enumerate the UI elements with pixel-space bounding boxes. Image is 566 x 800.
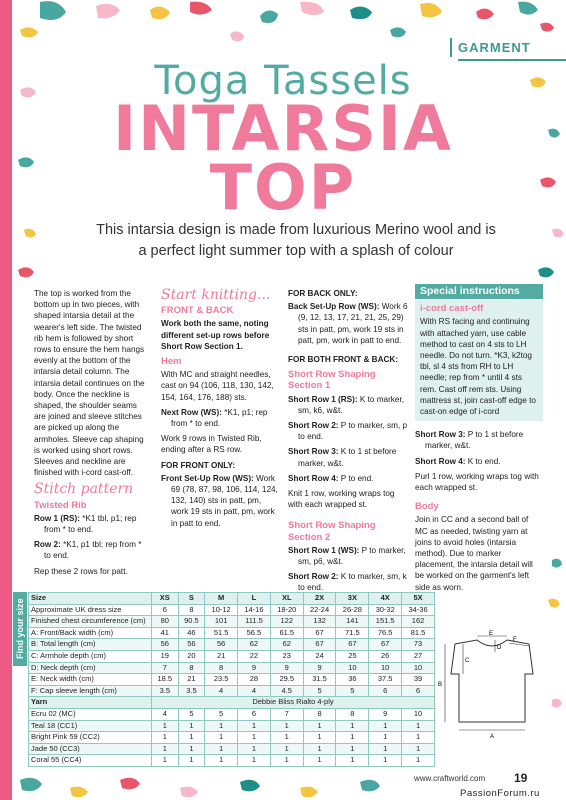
table-cell: 1 bbox=[238, 720, 271, 732]
table-row bbox=[29, 708, 435, 720]
table-cell: 6 bbox=[369, 685, 402, 697]
table-row bbox=[29, 604, 435, 616]
table-cell: 1 bbox=[152, 720, 179, 732]
table-cell: 34-36 bbox=[402, 604, 435, 616]
table-cell: 111.5 bbox=[238, 616, 271, 628]
table-cell: 67 bbox=[369, 639, 402, 651]
table-cell: 56 bbox=[205, 639, 238, 651]
row-label-cell: E: Neck width (cm) bbox=[29, 674, 152, 686]
table-cell: 6 bbox=[238, 708, 271, 720]
table-cell: 4 bbox=[152, 708, 179, 720]
table-cell: 4X bbox=[369, 593, 402, 605]
table-cell: 25 bbox=[336, 650, 369, 662]
yarn-name-cell: Debbie Bliss Rialto 4-ply bbox=[152, 697, 435, 709]
table-cell: 67 bbox=[303, 639, 336, 651]
table-cell: 1 bbox=[303, 720, 336, 732]
table-cell: 28 bbox=[238, 674, 271, 686]
table-cell: 56 bbox=[152, 639, 179, 651]
table-row bbox=[29, 662, 435, 674]
row-label-cell: C: Armhole depth (cm) bbox=[29, 650, 152, 662]
col4-short-row-4: Short Row 4: K to end. bbox=[415, 456, 501, 466]
row-2-instruction: Row 2: *K1, p1 tbl; rep from * to end. bbox=[34, 540, 142, 561]
table-row bbox=[29, 616, 435, 628]
row-label-cell: Finished chest circumference (cm) bbox=[29, 616, 152, 628]
table-cell: 1 bbox=[152, 732, 179, 744]
table-row bbox=[29, 685, 435, 697]
table-cell: 1 bbox=[369, 743, 402, 755]
table-row bbox=[29, 755, 435, 767]
table-cell: 5X bbox=[402, 593, 435, 605]
table-cell: 8 bbox=[178, 662, 205, 674]
table-cell: 67 bbox=[336, 639, 369, 651]
table-cell: 8 bbox=[336, 708, 369, 720]
table-cell: 41 bbox=[152, 627, 179, 639]
body-text: Join in CC and a second ball of MC as needed, twisting yarn at joins to avoid holes (intarsia method). Due to marker placement, the intarsia detail will be worked on the garment's left side as worn. bbox=[415, 515, 533, 592]
table-cell: 3.5 bbox=[152, 685, 179, 697]
row-label-cell: Size bbox=[29, 593, 152, 605]
table-cell: 26 bbox=[369, 650, 402, 662]
table-cell: 9 bbox=[238, 662, 271, 674]
table-cell: 1 bbox=[303, 732, 336, 744]
table-cell: 1 bbox=[336, 743, 369, 755]
table-cell: 1 bbox=[369, 720, 402, 732]
column-3 bbox=[288, 288, 408, 598]
table-cell: 36 bbox=[336, 674, 369, 686]
table-cell: 46 bbox=[178, 627, 205, 639]
table-cell: 81.5 bbox=[402, 627, 435, 639]
table-cell: 73 bbox=[402, 639, 435, 651]
section-tag: GARMENT bbox=[450, 38, 566, 57]
icord-heading: i-cord cast-off bbox=[420, 303, 484, 315]
table-cell: 18-20 bbox=[270, 604, 303, 616]
special-instructions-box bbox=[415, 300, 543, 421]
table-cell: 141 bbox=[336, 616, 369, 628]
table-cell: 8 bbox=[178, 604, 205, 616]
table-cell: 18.5 bbox=[152, 674, 179, 686]
table-cell: 27 bbox=[402, 650, 435, 662]
table-row bbox=[29, 674, 435, 686]
row-label-cell: F: Cap sleeve length (cm) bbox=[29, 685, 152, 697]
yarn-header-row bbox=[29, 697, 435, 709]
table-cell: 37.5 bbox=[369, 674, 402, 686]
table-cell: 1 bbox=[303, 755, 336, 767]
table-cell: 90.5 bbox=[178, 616, 205, 628]
table-cell: 1 bbox=[205, 720, 238, 732]
overview-text: The top is worked from the bottom up in two pieces, with shaped intarsia detail at the wearer's left side. The twisted rib hem is followed by short rows to ensure the hem hangs evenly at the bottom of the intarsia detail column. The intarsia detail continues on the body. Once the neckline is shaped, the shoulder seams are joined and sleeve stitches are picked up along the armholes. Sleeve cap shaping is worked using short rows. Sleeves and neckline are finished with i-cord cast-off. bbox=[34, 289, 145, 478]
row-label-cell: Teal 18 (CC1) bbox=[29, 720, 152, 732]
table-cell: 24 bbox=[303, 650, 336, 662]
table-cell: 1 bbox=[238, 755, 271, 767]
table-cell: 10 bbox=[402, 662, 435, 674]
column-2 bbox=[161, 288, 280, 533]
table-cell: 67 bbox=[303, 627, 336, 639]
table-cell: 20 bbox=[178, 650, 205, 662]
table-cell: 1 bbox=[303, 743, 336, 755]
table-cell: XS bbox=[152, 593, 179, 605]
back-setup-row: Back Set-Up Row (WS): Work 6 (9, 12, 13, 17, 21, 21, 25, 29) sts in patt, pm, work 19 sts in patt, pm, work in patt to end. bbox=[288, 302, 408, 345]
table-cell: 1 bbox=[402, 732, 435, 744]
icord-text: With RS facing and continuing with attached yarn, use cable method to cast on 4 sts to LH needle. Do not turn. *K3, k2tog tbl, sl 4 sts from RH to LH needle; rep from * until 4 sts rem. Cast off rem sts. Using mattress st, join cast-off edge to cast-on edge of i-cord bbox=[420, 317, 536, 417]
table-row bbox=[29, 593, 435, 605]
table-cell: 4.5 bbox=[270, 685, 303, 697]
front-only-heading: FOR FRONT ONLY: bbox=[161, 460, 236, 470]
section-2-short-row-2: Short Row 2: K to marker, sm, k to end. bbox=[288, 572, 407, 593]
table-cell: 10 bbox=[402, 708, 435, 720]
stitch-pattern-heading: Stitch pattern bbox=[34, 481, 134, 498]
hem-text: With MC and straight needles, cast on 94 (106, 118, 130, 142, 154, 164, 176, 188) sts. bbox=[161, 370, 274, 402]
table-cell: 1 bbox=[402, 755, 435, 767]
diagram-label-a: A bbox=[490, 734, 495, 740]
section-2-short-row-1: Short Row 1 (WS): P to marker, sm, p6, w&t. bbox=[288, 545, 406, 567]
table-cell: 5 bbox=[336, 685, 369, 697]
next-row-instruction: Next Row (WS): *K1, p1; rep from * to end. bbox=[161, 407, 268, 429]
table-row bbox=[29, 639, 435, 651]
garment-schematic-diagram bbox=[437, 630, 547, 740]
table-cell: 26-28 bbox=[336, 604, 369, 616]
table-cell: XL bbox=[270, 593, 303, 605]
row-label-cell: Ecru 02 (MC) bbox=[29, 708, 152, 720]
twisted-rib-heading: Twisted Rib bbox=[34, 499, 87, 511]
table-cell: 5 bbox=[205, 708, 238, 720]
table-cell: 1 bbox=[178, 755, 205, 767]
short-row-4: Short Row 4: P to end. bbox=[288, 473, 374, 483]
table-cell: 7 bbox=[152, 662, 179, 674]
knit-1-row-text: Knit 1 row, working wraps tog with each wrapped st. bbox=[288, 489, 395, 510]
table-cell: 56.5 bbox=[238, 627, 271, 639]
table-cell: 21 bbox=[178, 674, 205, 686]
table-cell: 1 bbox=[270, 720, 303, 732]
work-9-rows-text: Work 9 rows in Twisted Rib, ending after a RS row. bbox=[161, 434, 262, 455]
table-row bbox=[29, 720, 435, 732]
table-cell: 71.5 bbox=[336, 627, 369, 639]
short-row-2: Short Row 2: P to marker, sm, p to end. bbox=[288, 421, 408, 442]
table-cell: 62 bbox=[270, 639, 303, 651]
diagram-label-b: B bbox=[438, 682, 443, 688]
table-cell: 62 bbox=[238, 639, 271, 651]
table-cell: 1 bbox=[369, 755, 402, 767]
table-cell: 1 bbox=[205, 743, 238, 755]
find-your-size-label: Find your size bbox=[13, 592, 27, 666]
table-cell: S bbox=[178, 593, 205, 605]
both-front-back-heading: FOR BOTH FRONT & BACK: bbox=[288, 355, 399, 365]
table-cell: 10-12 bbox=[205, 604, 238, 616]
table-cell: 3.5 bbox=[178, 685, 205, 697]
size-table-body bbox=[29, 593, 435, 767]
table-cell: 162 bbox=[402, 616, 435, 628]
yarn-label-cell: Yarn bbox=[29, 697, 152, 709]
table-cell: 151.5 bbox=[369, 616, 402, 628]
table-cell: 6 bbox=[402, 685, 435, 697]
row-label-cell: Coral 55 (CC4) bbox=[29, 755, 152, 767]
back-only-heading: FOR BACK ONLY: bbox=[288, 289, 358, 298]
table-cell: M bbox=[205, 593, 238, 605]
table-cell: 31.5 bbox=[303, 674, 336, 686]
table-cell: 1 bbox=[238, 732, 271, 744]
table-cell: 1 bbox=[369, 732, 402, 744]
row-label-cell: Bright Pink 59 (CC2) bbox=[29, 732, 152, 744]
column-4 bbox=[415, 284, 543, 597]
table-row bbox=[29, 732, 435, 744]
row-label-cell: B: Total length (cm) bbox=[29, 639, 152, 651]
table-cell: 9 bbox=[303, 662, 336, 674]
table-cell: 1 bbox=[178, 743, 205, 755]
table-row bbox=[29, 627, 435, 639]
table-cell: 1 bbox=[205, 732, 238, 744]
table-row bbox=[29, 650, 435, 662]
row-label-cell: Jade 50 (CC3) bbox=[29, 743, 152, 755]
table-cell: L bbox=[238, 593, 271, 605]
table-cell: 1 bbox=[270, 732, 303, 744]
table-cell: 1 bbox=[178, 720, 205, 732]
table-cell: 1 bbox=[336, 720, 369, 732]
table-cell: 8 bbox=[303, 708, 336, 720]
row-label-cell: D: Neck depth (cm) bbox=[29, 662, 152, 674]
table-cell: 4 bbox=[205, 685, 238, 697]
diagram-label-c: C bbox=[465, 658, 470, 664]
diagram-label-f: F bbox=[513, 637, 517, 643]
table-cell: 5 bbox=[303, 685, 336, 697]
table-cell: 1 bbox=[152, 743, 179, 755]
title-line-2: INTARSIA bbox=[113, 92, 453, 165]
table-cell: 1 bbox=[238, 743, 271, 755]
row-label-cell: Approximate UK dress size bbox=[29, 604, 152, 616]
short-row-3: Short Row 3: K to 1 st before marker, w&t. bbox=[288, 447, 397, 468]
table-cell: 1 bbox=[270, 755, 303, 767]
table-cell: 9 bbox=[369, 708, 402, 720]
size-table bbox=[28, 592, 435, 767]
table-cell: 1 bbox=[336, 755, 369, 767]
table-cell: 23.5 bbox=[205, 674, 238, 686]
table-cell: 3X bbox=[336, 593, 369, 605]
table-cell: 1 bbox=[152, 755, 179, 767]
table-cell: 21 bbox=[205, 650, 238, 662]
table-cell: 22-24 bbox=[303, 604, 336, 616]
table-cell: 61.5 bbox=[270, 627, 303, 639]
table-cell: 1 bbox=[178, 732, 205, 744]
diagram-label-e: E bbox=[489, 631, 494, 637]
purl-1-row-text: Purl 1 row, working wraps tog with each wrapped st. bbox=[415, 471, 539, 493]
table-cell: 132 bbox=[303, 616, 336, 628]
short-row-section-1-heading: Short Row Shaping Section 1 bbox=[288, 369, 376, 392]
row-label-cell: A: Front/Back width (cm) bbox=[29, 627, 152, 639]
start-knitting-heading: Start knitting... bbox=[161, 287, 271, 303]
table-cell: 6 bbox=[152, 604, 179, 616]
page-number: 19 bbox=[514, 771, 528, 785]
short-row-1: Short Row 1 (RS): K to marker, sm, k6, w&t. bbox=[288, 394, 405, 415]
table-cell: 8 bbox=[205, 662, 238, 674]
table-cell: 76.5 bbox=[369, 627, 402, 639]
table-cell: 19 bbox=[152, 650, 179, 662]
table-cell: 10 bbox=[336, 662, 369, 674]
hem-heading: Hem bbox=[161, 356, 182, 368]
table-cell: 30-32 bbox=[369, 604, 402, 616]
diagram-label-d: D bbox=[497, 645, 502, 651]
watermark-text: PassionForum.ru bbox=[460, 788, 540, 799]
intro-text: This intarsia design is made from luxurious Merino wool and is a perfect light summer top with a splash of colour bbox=[96, 222, 496, 259]
footer-site: www.craftworld.com bbox=[414, 774, 486, 783]
table-cell: 101 bbox=[205, 616, 238, 628]
front-back-heading: FRONT & BACK bbox=[161, 305, 234, 317]
table-cell: 1 bbox=[205, 755, 238, 767]
table-cell: 9 bbox=[270, 662, 303, 674]
title-line-3: TOP bbox=[209, 151, 357, 224]
title-line-1: Toga Tassels bbox=[154, 58, 412, 104]
table-cell: 2X bbox=[303, 593, 336, 605]
table-cell: 51.5 bbox=[205, 627, 238, 639]
table-cell: 1 bbox=[402, 720, 435, 732]
table-cell: 10 bbox=[369, 662, 402, 674]
table-cell: 5 bbox=[178, 708, 205, 720]
table-cell: 1 bbox=[402, 743, 435, 755]
table-cell: 29.5 bbox=[270, 674, 303, 686]
table-cell: 14-16 bbox=[238, 604, 271, 616]
front-back-text: Work both the same, noting different set-up rows before Short Row Section 1. bbox=[161, 319, 270, 351]
table-cell: 122 bbox=[270, 616, 303, 628]
row-1-instruction: Row 1 (RS): *K1 tbl, p1; rep from * to end. bbox=[34, 513, 137, 535]
table-cell: 39 bbox=[402, 674, 435, 686]
table-row bbox=[29, 743, 435, 755]
front-setup-row: Front Set-Up Row (WS): Work 69 (78, 87, 98, 106, 114, 124, 132, 140) sts in patt, pm, work 19 sts in patt, pm, work in patt to end. bbox=[161, 473, 278, 528]
short-row-section-2-heading: Short Row Shaping Section 2 bbox=[288, 520, 376, 543]
table-cell: 80 bbox=[152, 616, 179, 628]
special-instructions-heading: Special instructions bbox=[415, 284, 543, 299]
col4-short-row-3: Short Row 3: P to 1 st before marker, w&t. bbox=[415, 430, 524, 451]
table-cell: 23 bbox=[270, 650, 303, 662]
body-heading: Body bbox=[415, 501, 439, 513]
table-cell: 56 bbox=[178, 639, 205, 651]
column-1 bbox=[34, 288, 150, 581]
table-cell: 1 bbox=[270, 743, 303, 755]
table-cell: 7 bbox=[270, 708, 303, 720]
table-cell: 4 bbox=[238, 685, 271, 697]
table-cell: 22 bbox=[238, 650, 271, 662]
repeat-instruction: Rep these 2 rows for patt. bbox=[34, 566, 128, 576]
table-cell: 1 bbox=[336, 732, 369, 744]
